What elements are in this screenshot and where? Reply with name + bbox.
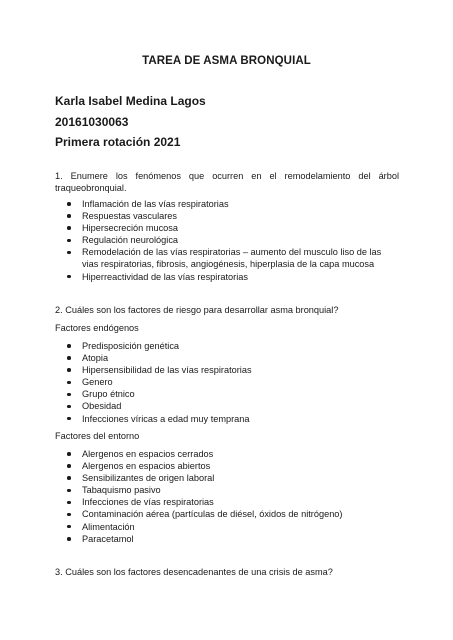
list-item: Hiperreactividad de las vías respiratorias <box>55 271 399 283</box>
list-item: Hipersensibilidad de las vías respiratorias <box>55 364 399 376</box>
bullet-icon <box>67 405 71 409</box>
bullet-icon <box>67 501 71 505</box>
list-item: Hipersecreción mucosa <box>55 222 399 234</box>
list-item: Genero <box>55 376 399 388</box>
bullet-icon <box>67 476 71 480</box>
list-item: Sensibilizantes de origen laboral <box>55 472 399 484</box>
list-item: Respuestas vasculares <box>55 210 399 222</box>
bullet-icon <box>67 214 71 218</box>
bullet-icon <box>67 513 71 517</box>
list-item: Paracetamol <box>55 533 399 545</box>
list-item: Alergenos en espacios cerrados <box>55 448 399 460</box>
bullet-icon <box>67 464 71 468</box>
endogenous-heading: Factores endógenos <box>55 323 139 333</box>
bullet-icon <box>67 368 71 372</box>
question-2: 2. Cuáles son los factores de riesgo para desarrollar asma bronquial? <box>55 305 339 315</box>
bullet-icon <box>67 275 71 279</box>
list-item: Inflamación de las vías respiratorias <box>55 198 399 210</box>
document-title: TAREA DE ASMA BRONQUIAL <box>142 55 311 67</box>
bullet-icon <box>67 537 71 541</box>
list-item: Contaminación aérea (partículas de diésel, óxidos de nitrógeno) <box>55 508 399 520</box>
bullet-icon <box>67 393 71 397</box>
question-1: 1. Enumere los fenómenos que ocurren en el remodelamiento del árbol traqueobronquial. <box>55 171 399 194</box>
list-item: Tabaquismo pasivo <box>55 484 399 496</box>
bullet-icon <box>67 489 71 493</box>
bullet-icon <box>67 239 71 243</box>
endogenous-list <box>55 340 399 425</box>
list-item: Regulación neurológica <box>55 234 399 246</box>
list-item: Infecciones víricas a edad muy temprana <box>55 413 399 425</box>
question-3: 3. Cuáles son los factores desencadenantes de una crisis de asma? <box>55 567 333 577</box>
list-item: Grupo étnico <box>55 388 399 400</box>
bullet-icon <box>67 251 71 255</box>
bullet-icon <box>67 525 71 529</box>
bullet-icon <box>67 452 71 456</box>
list-item: Alimentación <box>55 521 399 533</box>
q1-list <box>55 198 399 283</box>
list-item: Atopia <box>55 352 399 364</box>
list-item: Alergenos en espacios abiertos <box>55 460 399 472</box>
bullet-icon <box>67 381 71 385</box>
list-item: Obesidad <box>55 400 399 412</box>
bullet-icon <box>67 356 71 360</box>
student-id: 20161030063 <box>55 115 129 129</box>
list-item: Remodelación de las vías respiratorias – aumento del musculo liso de las vias respiratorias, fibrosis, angiogénesis, hiperplasia de la capa mucosa <box>55 246 399 270</box>
list-item: Predisposición genética <box>55 340 399 352</box>
bullet-icon <box>67 202 71 206</box>
list-item: Infecciones de vías respiratorias <box>55 496 399 508</box>
bullet-icon <box>67 344 71 348</box>
bullet-icon <box>67 226 71 230</box>
bullet-icon <box>67 417 71 421</box>
author-name: Karla Isabel Medina Lagos <box>55 94 206 108</box>
environment-list <box>55 448 399 545</box>
environment-heading: Factores del entorno <box>55 431 140 441</box>
rotation-label: Primera rotación 2021 <box>55 135 181 149</box>
